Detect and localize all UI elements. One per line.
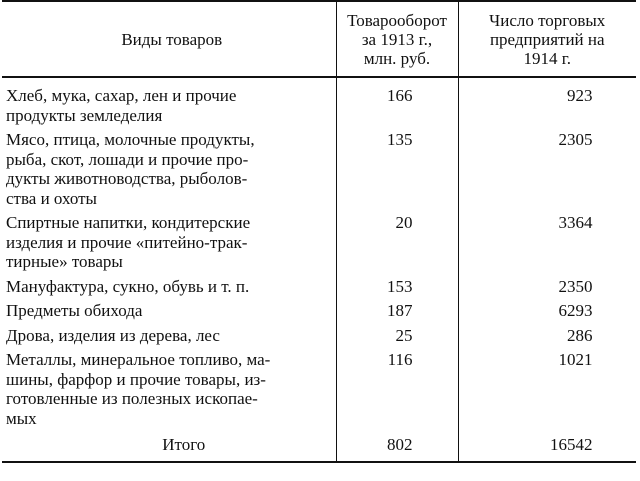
table-row	[2, 301, 636, 326]
row-text-line: ства и охоты	[6, 188, 97, 208]
total-turnover: 802	[387, 435, 413, 454]
row-enterprises-cell	[458, 130, 636, 213]
table-row	[2, 350, 636, 433]
row-text-line: Мясо, птица, молочные продукты,	[6, 130, 255, 149]
header-enterprises-line: 1914 г.	[523, 48, 572, 68]
header-enterprises-line: Число торговых	[489, 10, 606, 30]
row-text-line: Дрова, изделия из дерева, лес	[6, 325, 220, 345]
goods-table	[2, 0, 636, 463]
row-text-line: тирные» товары	[6, 252, 123, 271]
row-enterprises: 2350	[558, 276, 593, 296]
row-enterprises: 2305	[558, 130, 593, 149]
header-enterprises	[458, 1, 636, 77]
row-turnover-cell	[336, 213, 458, 277]
row-enterprises-cell	[458, 77, 636, 130]
row-enterprises-cell	[458, 213, 636, 277]
row-goods-name	[2, 77, 336, 130]
row-enterprises: 1021	[558, 350, 593, 369]
row-turnover: 20	[395, 213, 413, 232]
row-text-line: дукты животноводства, рыболов-	[6, 169, 248, 188]
row-enterprises-cell	[458, 277, 636, 302]
header-turnover	[336, 1, 458, 77]
header-turnover-line: за 1913 г.,	[361, 29, 433, 49]
row-enterprises: 923	[567, 86, 593, 105]
row-enterprises-cell	[458, 326, 636, 351]
row-text-line: изделия и прочие «питейно-трак-	[6, 232, 248, 252]
row-turnover-cell	[336, 277, 458, 302]
row-text-line: готовленные из полезных ископае-	[6, 389, 258, 408]
row-enterprises-cell	[458, 350, 636, 433]
row-turnover: 135	[387, 130, 413, 149]
row-turnover-cell	[336, 77, 458, 130]
total-enterprises-cell	[458, 433, 636, 462]
row-text-line: Металлы, минеральное топливо, ма-	[6, 350, 271, 369]
header-enterprises-line: предприятий на	[489, 29, 605, 49]
table-row	[2, 130, 636, 213]
header-turnover-line: Товарооборот	[347, 10, 447, 30]
row-text-line: мых	[6, 408, 37, 428]
total-turnover-cell	[336, 433, 458, 462]
row-turnover: 153	[387, 276, 413, 296]
total-enterprises: 16542	[550, 435, 593, 454]
goods-table-container	[2, 0, 636, 479]
row-turnover: 187	[387, 301, 413, 320]
row-text-line: продукты земледелия	[6, 105, 163, 125]
row-turnover: 116	[387, 350, 413, 369]
table-row	[2, 213, 636, 277]
row-turnover-cell	[336, 301, 458, 326]
table-row	[2, 77, 636, 130]
row-text-line: Предметы обихода	[6, 301, 143, 320]
row-turnover: 25	[395, 325, 413, 345]
row-goods-name	[2, 213, 336, 277]
header-goods-type: Виды товаров	[2, 1, 336, 77]
table-row	[2, 277, 636, 302]
row-goods-name	[2, 326, 336, 351]
row-turnover-cell	[336, 130, 458, 213]
row-turnover-cell	[336, 350, 458, 433]
row-enterprises: 286	[567, 325, 593, 345]
row-enterprises-cell	[458, 301, 636, 326]
row-text-line: рыба, скот, лошади и прочие про-	[6, 149, 249, 169]
total-row	[2, 433, 636, 462]
row-goods-name	[2, 301, 336, 326]
row-enterprises: 3364	[558, 213, 593, 232]
row-turnover-cell	[336, 326, 458, 351]
table-row	[2, 326, 636, 351]
header-row	[2, 1, 636, 77]
row-text-line: Спиртные напитки, кондитерские	[6, 213, 251, 232]
row-text-line: Хлеб, мука, сахар, лен и прочие	[6, 86, 237, 105]
header-turnover-line: млн. руб.	[363, 48, 431, 68]
row-goods-name	[2, 130, 336, 213]
row-text-line: Мануфактура, сукно, обувь и т. п.	[6, 276, 250, 296]
row-goods-name	[2, 350, 336, 433]
row-turnover: 166	[387, 86, 413, 105]
row-text-line: шины, фарфор и прочие товары, из-	[6, 369, 266, 389]
row-goods-name	[2, 277, 336, 302]
total-label: Итого	[2, 433, 336, 462]
row-enterprises: 6293	[558, 301, 593, 320]
